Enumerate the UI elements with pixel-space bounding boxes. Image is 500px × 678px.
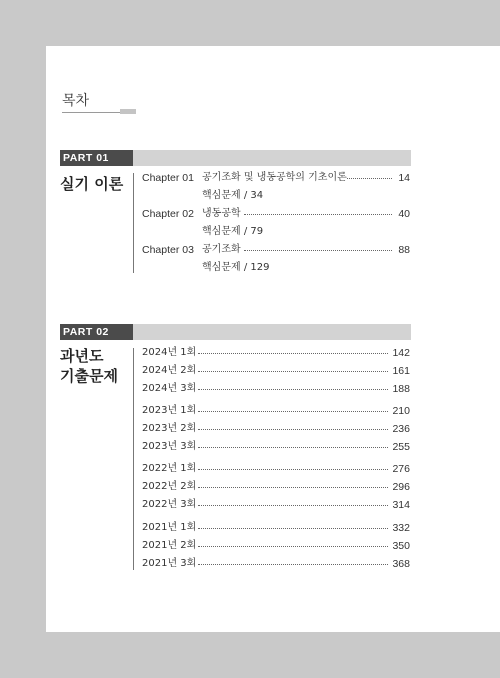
page-number: 88 — [398, 244, 410, 256]
page-number: 14 — [398, 172, 410, 184]
dot-leader — [198, 564, 388, 565]
book-page — [46, 46, 500, 632]
dot-leader — [198, 546, 388, 547]
toc-entry-exam[interactable] — [142, 498, 410, 512]
exam-title: 2023년 1회 — [142, 405, 197, 416]
page-number: 276 — [392, 463, 410, 475]
part-02-label: PART 02 — [60, 324, 133, 340]
page-number: 236 — [392, 423, 410, 435]
chapter-title: 공기조화 — [202, 244, 241, 255]
dot-leader — [198, 411, 388, 412]
toc-entry-chapter-02[interactable] — [142, 207, 410, 221]
exam-title: 2021년 1회 — [142, 522, 197, 533]
page-number: 368 — [392, 558, 410, 570]
part-01-header — [60, 150, 411, 166]
part-01-name: 실기 이론 — [60, 175, 124, 193]
dot-leader — [198, 447, 388, 448]
dot-leader — [198, 528, 388, 529]
part-02-bar — [133, 324, 411, 340]
dot-leader — [198, 469, 388, 470]
exam-title: 2022년 1회 — [142, 463, 197, 474]
toc-entry-exam[interactable] — [142, 382, 410, 396]
toc-entry-exam[interactable] — [142, 422, 410, 436]
toc-entry-exam[interactable] — [142, 521, 410, 535]
part-01-bar — [133, 150, 411, 166]
toc-entry-exam[interactable] — [142, 557, 410, 571]
page-number: 332 — [392, 522, 410, 534]
chapter-number: Chapter 03 — [142, 244, 194, 256]
part-01-divider — [133, 173, 134, 273]
toc-entry-exam[interactable] — [142, 346, 410, 360]
dot-leader — [244, 250, 392, 251]
dot-leader — [244, 214, 392, 215]
exam-title: 2023년 3회 — [142, 441, 197, 452]
dot-leader — [198, 371, 388, 372]
toc-subentry-chapter-01[interactable]: 핵심문제 / 34 — [202, 190, 264, 201]
title-underline-accent — [120, 109, 136, 114]
page-number: 142 — [392, 347, 410, 359]
toc-entry-chapter-03[interactable] — [142, 243, 410, 257]
dot-leader — [198, 353, 388, 354]
toc-entry-chapter-01[interactable] — [142, 171, 410, 185]
part-02-name-line1: 과년도 — [60, 347, 104, 365]
exam-title: 2022년 2회 — [142, 481, 197, 492]
page-number: 314 — [392, 499, 410, 511]
part-02-divider — [133, 348, 134, 570]
page-number: 161 — [392, 365, 410, 377]
toc-subentry-chapter-03[interactable]: 핵심문제 / 129 — [202, 262, 270, 273]
dot-leader — [198, 429, 388, 430]
page-number: 255 — [392, 441, 410, 453]
toc-entry-exam[interactable] — [142, 462, 410, 476]
chapter-number: Chapter 01 — [142, 172, 194, 184]
exam-title: 2021년 3회 — [142, 558, 197, 569]
part-01-label: PART 01 — [60, 150, 133, 166]
toc-entry-exam[interactable] — [142, 364, 410, 378]
dot-leader — [198, 487, 388, 488]
page-number: 296 — [392, 481, 410, 493]
toc-entry-exam[interactable] — [142, 480, 410, 494]
exam-title: 2021년 2회 — [142, 540, 197, 551]
page-number: 188 — [392, 383, 410, 395]
toc-entry-exam[interactable] — [142, 440, 410, 454]
toc-title: 목차 — [62, 93, 90, 109]
exam-title: 2023년 2회 — [142, 423, 197, 434]
dot-leader — [198, 505, 388, 506]
dot-leader — [198, 389, 388, 390]
page-number: 210 — [392, 405, 410, 417]
part-02-header — [60, 324, 411, 340]
toc-subentry-chapter-02[interactable]: 핵심문제 / 79 — [202, 226, 264, 237]
page-number: 350 — [392, 540, 410, 552]
chapter-number: Chapter 02 — [142, 208, 194, 220]
exam-title: 2024년 1회 — [142, 347, 197, 358]
toc-entry-exam[interactable] — [142, 404, 410, 418]
exam-title: 2024년 2회 — [142, 365, 197, 376]
exam-title: 2024년 3회 — [142, 383, 197, 394]
page-number: 40 — [398, 208, 410, 220]
part-02-name-line2: 기출문제 — [60, 367, 118, 385]
dot-leader — [347, 178, 392, 179]
chapter-title: 냉동공학 — [202, 208, 241, 219]
toc-entry-exam[interactable] — [142, 539, 410, 553]
exam-title: 2022년 3회 — [142, 499, 197, 510]
chapter-title: 공기조화 및 냉동공학의 기초이론 — [202, 172, 347, 183]
